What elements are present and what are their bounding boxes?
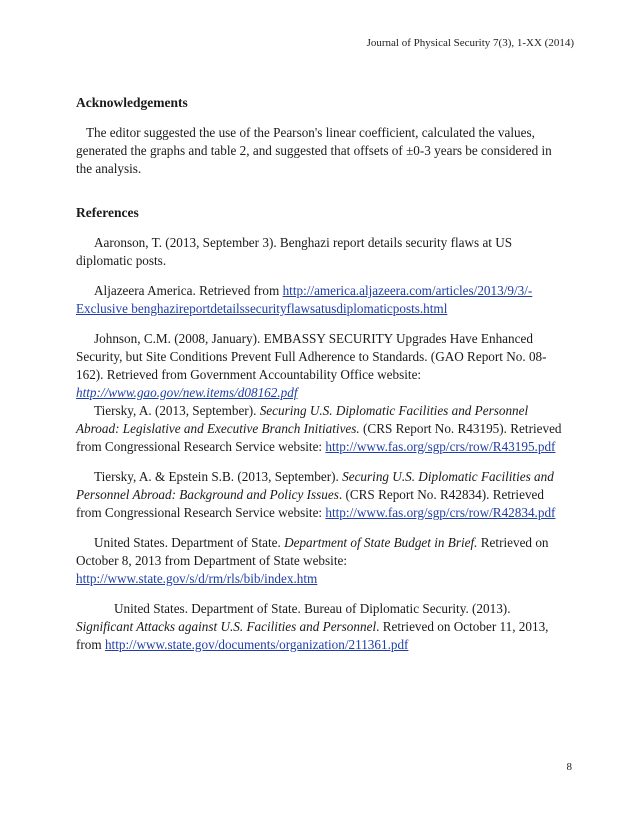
reference-link-state-docs[interactable]: http://www.state.gov/documents/organization/211361.pdf bbox=[104, 637, 409, 652]
acknowledgements-heading: Acknowledgements bbox=[76, 95, 188, 110]
reference-item-tiersky-1: Tiersky, A. (2013, September). Securing U.S. Diplomatic Facilities and Personnel Abroad: Legislative and Executive Branch Initiatives. (CRS Report No. R43195). Retrieved from Congressional Research Service website: http://www.fas.org/sgp/crs/row/R43195.pdf bbox=[76, 403, 562, 454]
reference-title: Significant Attacks against U.S. Facilities and Personnel bbox=[76, 619, 377, 634]
reference-item-tiersky-2: Tiersky, A. & Epstein S.B. (2013, September). Securing U.S. Diplomatic Facilities and Personnel Abroad: Background and Policy Issues. (CRS Report No. R42834). Retrieved from Congressional Research Service website: http://www.fas.org/sgp/crs/row/R42834.pdf bbox=[76, 469, 556, 520]
reference-title: Securing U.S. Diplomatic Facilities and Personnel Abroad: Background and Policy Issues bbox=[76, 469, 554, 502]
reference-item-aaronson: Aaronson, T. (2013, September 3). Benghazi report details security flaws at US diplomatic posts. bbox=[76, 235, 513, 268]
reference-item-johnson: Johnson, C.M. (2008, January). EMBASSY SECURITY Upgrades Have Enhanced Security, but Site Conditions Prevent Full Adherence to Standards. (GAO Report No. 08-162). Retrieved from Government Accountability Office website: http://www.gao.gov/new.items/d08162.pdf bbox=[76, 331, 547, 400]
reference-link-gao[interactable]: http://www.gao.gov/new.items/d08162.pdf bbox=[76, 385, 298, 400]
reference-item-diplomatic-security: United States. Department of State. Bureau of Diplomatic Security. (2013). Significant Attacks against U.S. Facilities and Personnel. Retrieved on October 11, 2013, from http://www.state.gov/documents/organization/211361.pdf bbox=[76, 601, 549, 652]
references-heading: References bbox=[76, 205, 139, 220]
acknowledgements-text: The editor suggested the use of the Pearson's linear coefficient, calculated the values, generated the graphs and table 2, and suggested that offsets of ±0-3 years be considered in the analysis. bbox=[76, 125, 552, 176]
reference-title: Securing U.S. Diplomatic Facilities and Personnel Abroad: Legislative and Executive Branch Initiatives. bbox=[76, 403, 529, 436]
reference-link-r42834[interactable]: http://www.fas.org/sgp/crs/row/R42834.pdf bbox=[325, 505, 556, 520]
reference-item-aljazeera: Aljazeera America. Retrieved from http://america.aljazeera.com/articles/2013/9/3/-Exclusive benghazireportdetailssecurityflawsatusdiplomaticposts.html bbox=[76, 283, 533, 316]
reference-link-aljazeera[interactable]: http://america.aljazeera.com/articles/2013/9/3/-Exclusive benghazireportdetailssecurityflawsatusdiplomaticposts.html bbox=[76, 283, 533, 316]
page-number: 8 bbox=[566, 761, 572, 773]
reference-link-state-bib[interactable]: http://www.state.gov/s/d/rm/rls/bib/index.htm bbox=[76, 571, 318, 586]
reference-title: Department of State Budget in Brief. bbox=[284, 535, 478, 550]
page-content bbox=[76, 94, 564, 666]
reference-link-r43195[interactable]: http://www.fas.org/sgp/crs/row/R43195.pdf bbox=[325, 439, 556, 454]
reference-item-state-budget: United States. Department of State. Department of State Budget in Brief. Retrieved on October 8, 2013 from Department of State website: http://www.state.gov/s/d/rm/rls/bib/index.htm bbox=[76, 535, 549, 586]
running-header: Journal of Physical Security 7(3), 1-XX (2014) bbox=[366, 37, 574, 49]
